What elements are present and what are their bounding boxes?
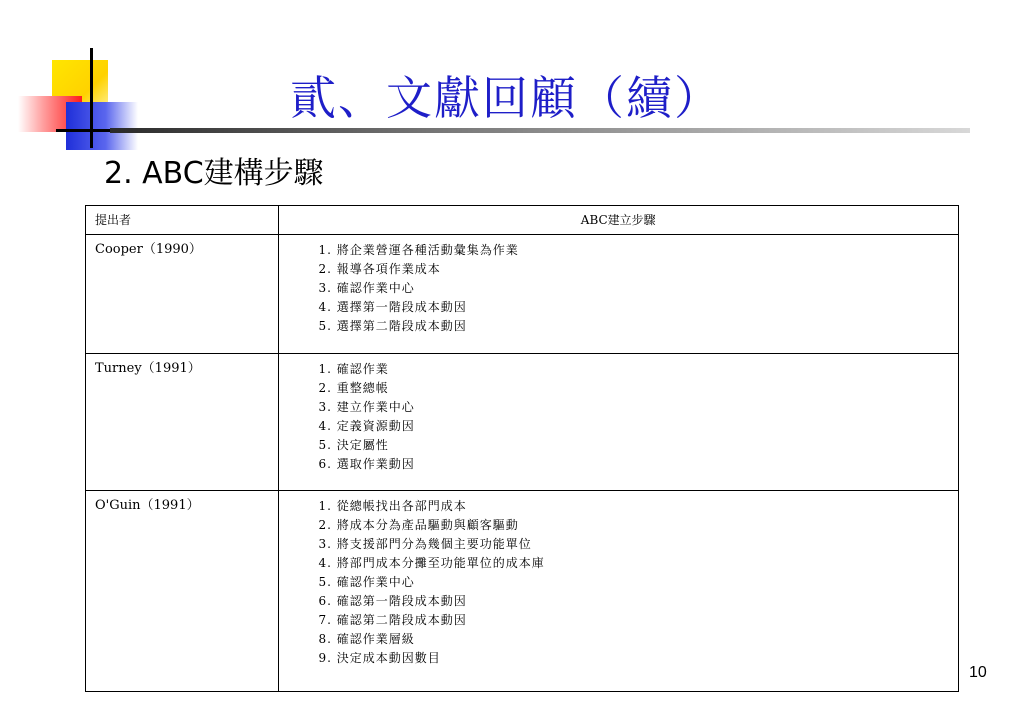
step-item: 6. 確認第一階段成本動因 [318, 594, 467, 608]
header-steps: ABC建立步驟 [278, 206, 959, 235]
table-header-row [86, 206, 959, 235]
step-item: 3. 確認作業中心 [318, 281, 415, 295]
page-number: 10 [969, 664, 987, 681]
step-item: 5. 確認作業中心 [318, 575, 415, 589]
header-presenter: 提出者 [86, 206, 279, 235]
step-item: 1. 從總帳找出各部門成本 [318, 499, 467, 513]
table-row [86, 235, 959, 354]
step-item: 4. 將部門成本分攤至功能單位的成本庫 [318, 556, 545, 570]
step-item: 2. 重整總帳 [318, 381, 389, 395]
presenter-cell: Cooper（1990） [86, 235, 279, 354]
step-item: 4. 選擇第一階段成本動因 [318, 300, 467, 314]
table-row [86, 354, 959, 491]
step-item: 1. 將企業營運各種活動彙集為作業 [318, 243, 519, 257]
slide-subtitle: 2. ABC建構步驟 [104, 156, 324, 191]
step-item: 1. 確認作業 [318, 362, 389, 376]
decorative-vertical-line [90, 48, 93, 148]
step-item: 8. 確認作業層級 [318, 632, 415, 646]
decorative-blue-bar [66, 102, 138, 150]
abc-steps-table [85, 205, 959, 692]
step-item: 3. 將支援部門分為幾個主要功能單位 [318, 537, 532, 551]
step-item: 4. 定義資源動因 [318, 419, 415, 433]
step-item: 2. 將成本分為產品驅動與顧客驅動 [318, 518, 519, 532]
presenter-cell: Turney（1991） [86, 354, 279, 491]
slide-title: 貳、文獻回顧（續） [290, 71, 722, 125]
table-row [86, 491, 959, 692]
step-item: 9. 決定成本動因數目 [318, 651, 441, 665]
title-underline [110, 128, 970, 133]
presenter-cell: O'Guin（1991） [86, 491, 279, 692]
step-item: 5. 選擇第二階段成本動因 [318, 319, 467, 333]
step-item: 5. 決定屬性 [318, 438, 389, 452]
step-item: 6. 選取作業動因 [318, 457, 415, 471]
decorative-horizontal-line [56, 129, 114, 132]
steps-cell [278, 235, 959, 354]
step-item: 7. 確認第二階段成本動因 [318, 613, 467, 627]
step-item: 2. 報導各項作業成本 [318, 262, 441, 276]
step-item: 3. 建立作業中心 [318, 400, 415, 414]
steps-cell [278, 354, 959, 491]
steps-cell [278, 491, 959, 692]
